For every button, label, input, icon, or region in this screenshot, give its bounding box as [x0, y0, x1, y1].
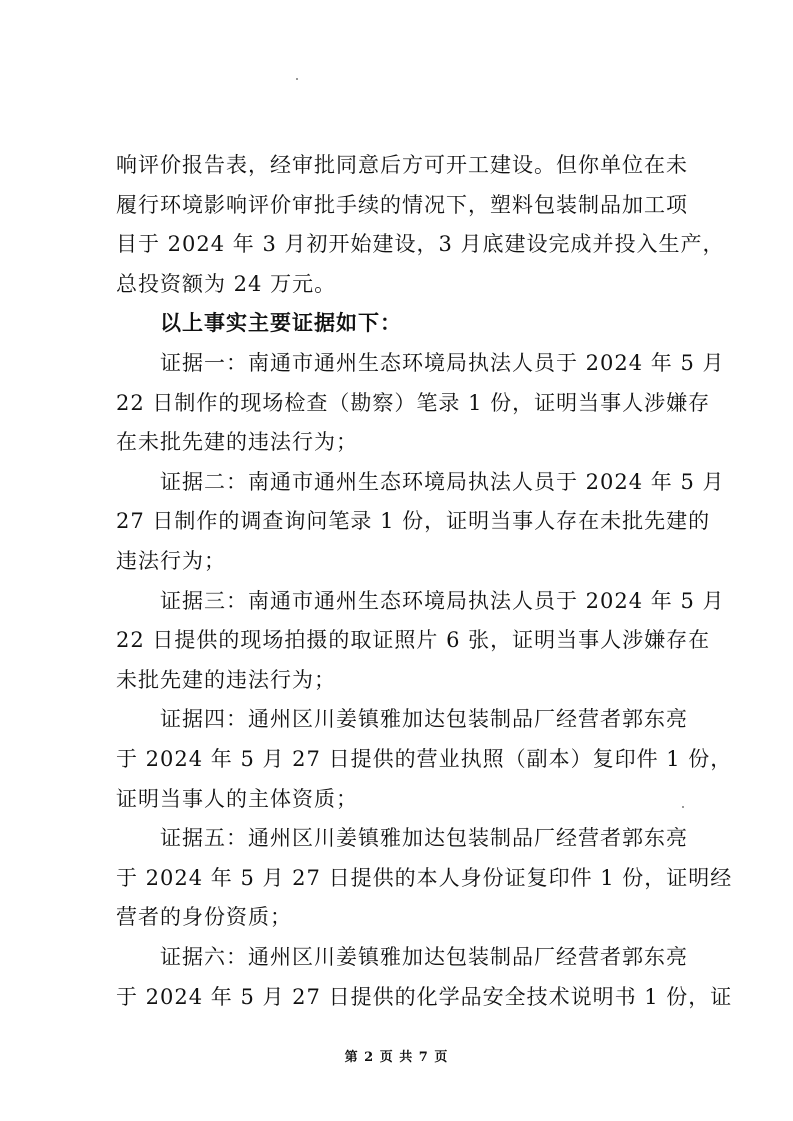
evidence-6-line: 证据六：通州区川姜镇雅加达包装制品厂经营者郭东亮: [160, 945, 688, 969]
evidence-2-line: 27 日制作的调查询问笔录 1 份，证明当事人存在未批先建的: [116, 509, 711, 534]
evidence-5-line: 营者的身份资质；: [116, 905, 292, 930]
body-line: 履行环境影响评价审批手续的情况下，塑料包装制品加工项: [116, 192, 688, 217]
evidence-5-line: 证据五：通州区川姜镇雅加达包装制品厂经营者郭东亮: [160, 826, 688, 851]
evidence-6-line: 于 2024 年 5 月 27 日提供的化学品安全技术说明书 1 份，证: [116, 984, 733, 1009]
evidence-3-line: 未批先建的违法行为；: [116, 667, 336, 692]
evidence-1-line: 在未批先建的违法行为；: [116, 430, 358, 455]
evidence-2-line: 证据二：南通市通州生态环境局执法人员于 2024 年 5 月: [160, 469, 725, 494]
evidence-3-line: 22 日提供的现场拍摄的取证照片 6 张，证明当事人涉嫌存在: [116, 628, 711, 653]
body-line: 目于 2024 年 3 月初开始建设，3 月底建设完成并投入生产，: [116, 232, 725, 257]
evidence-5-line: 于 2024 年 5 月 27 日提供的本人身份证复印件 1 份，证明经: [116, 865, 733, 890]
evidence-2-line: 违法行为；: [116, 549, 226, 573]
body-line: 响评价报告表，经审批同意后方可开工建设。但你单位在未: [116, 153, 688, 177]
evidence-4-line: 证明当事人的主体资质；: [116, 786, 358, 811]
evidence-4-line: 证据四：通州区川姜镇雅加达包装制品厂经营者郭东亮: [160, 707, 688, 732]
scan-speck: [296, 78, 298, 80]
evidence-1-line: 证据一：南通市通州生态环境局执法人员于 2024 年 5 月: [160, 351, 725, 375]
evidence-1-line: 22 日制作的现场检查（勘察）笔录 1 份，证明当事人涉嫌存: [116, 390, 711, 415]
body-line: 总投资额为 24 万元。: [116, 271, 337, 296]
evidence-heading: 以上事实主要证据如下：: [160, 310, 402, 336]
evidence-4-line: 于 2024 年 5 月 27 日提供的营业执照（副本）复印件 1 份，: [116, 747, 733, 771]
page-number-footer: 第 2 页 共 7 页: [344, 1050, 449, 1065]
evidence-3-line: 证据三：南通市通州生态环境局执法人员于 2024 年 5 月: [160, 588, 725, 613]
scan-speck: [682, 806, 684, 808]
